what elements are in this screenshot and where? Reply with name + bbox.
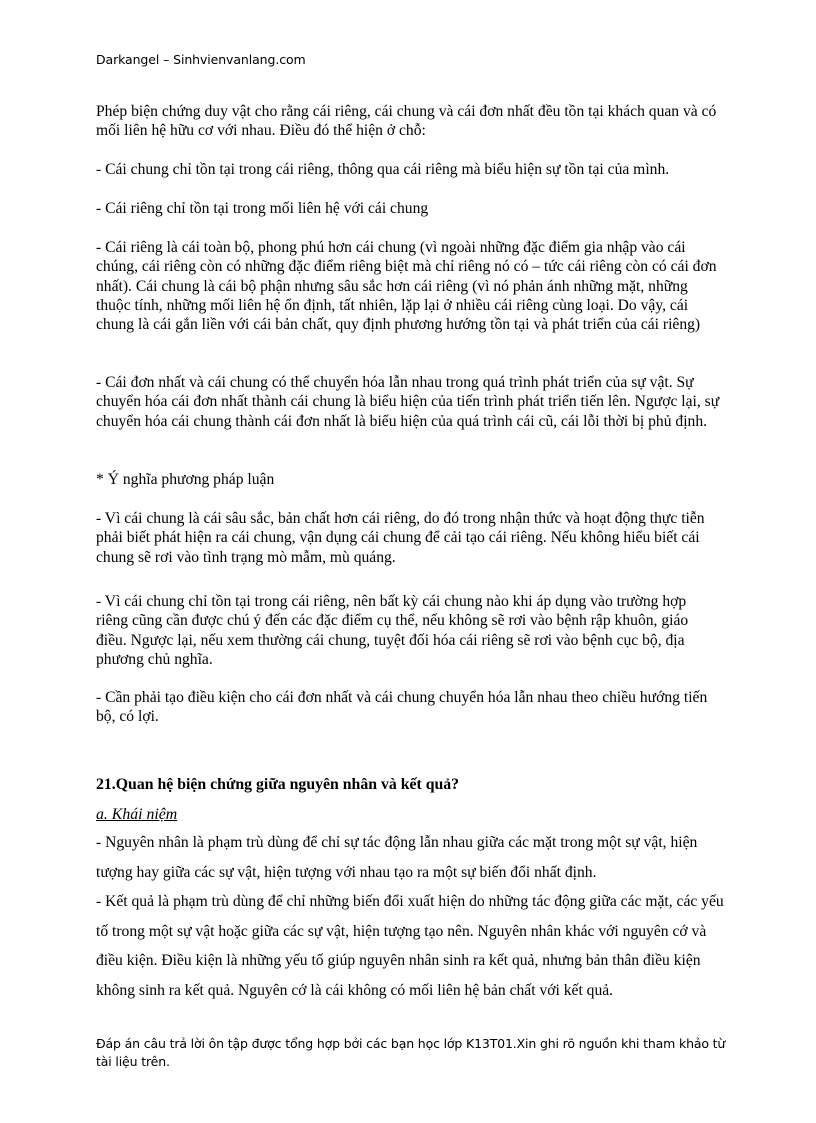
page-header: Darkangel – Sinhvienvanlang.com (96, 52, 306, 67)
paragraph-methodology-3: - Cần phải tạo điều kiện cho cái đơn nhất và cái chung chuyển hóa lẫn nhau theo chiều hướng tiến bộ, có lợi. (96, 689, 708, 726)
paragraph-point-4: - Cái đơn nhất và cái chung có thể chuyển hóa lẫn nhau trong quá trình phát triển của sự vật. Sự chuyển hóa cái đơn nhất thành cái chung là biểu hiện của tiến trình phát triển tiến lên. Ngược lại, sự chuyển hóa cái chung thành cái đơn nhất là biểu hiện của quá trình cái cũ, cái lỗi thời bị phủ định. (96, 374, 720, 430)
paragraph-methodology-title: * Ý nghĩa phương pháp luận (96, 471, 275, 488)
paragraph-cause-definition: - Nguyên nhân là phạm trù dùng để chỉ sự tác động lẫn nhau giữa các mặt trong một sự vật, hiện tượng hay giữa các sự vật, hiện tượng với nhau tạo ra một sự biến đổi nhất định. (96, 834, 698, 881)
section-subheading: a. Khái niệm (96, 806, 178, 823)
paragraph-methodology-1: - Vì cái chung là cái sâu sắc, bản chất hơn cái riêng, do đó trong nhận thức và hoạt động thực tiễn phải biết phát hiện ra cái chung, vận dụng cái chung để cải tạo cái riêng. Nếu không hiểu biết cái chung sẽ rơi vào tình trạng mò mẫm, mù quáng. (96, 510, 705, 566)
paragraph-point-1: - Cái chung chỉ tồn tại trong cái riêng, thông qua cái riêng mà biểu hiện sự tồn tại của mình. (96, 161, 670, 178)
section-heading: 21.Quan hệ biện chứng giữa nguyên nhân và kết quả? (96, 776, 460, 793)
paragraph-point-3: - Cái riêng là cái toàn bộ, phong phú hơn cái chung (vì ngoài những đặc điểm gia nhập vào cái chúng, cái riêng còn có những đặc điểm riêng biệt mà chỉ riêng nó có – tức cái riêng còn có cái đơn nhất). Cái chung là cái bộ phận nhưng sâu sắc hơn cái riêng (vì nó phản ánh những mặt, những thuộc tính, những mối liên hệ ổn định, tất nhiên, lặp lại ở nhiều cái riêng cùng loại. Do vậy, cái chung là cái gắn liền với cái bản chất, quy định phương hướng tồn tại và phát triển của cái riêng) (96, 239, 717, 334)
paragraph-effect-definition: - Kết quả là phạm trù dùng để chỉ những biến đổi xuất hiện do những tác động giữa các mặt, các yếu tố trong một sự vật hoặc giữa các sự vật, hiện tượng tạo nên. Nguyên nhân khác với nguyên cớ và điều kiện. Điều kiện là những yếu tố giúp nguyên nhân sinh ra kết quả, nhưng bản thân điều kiện không sinh ra kết quả. Nguyên cớ là cái không có mối liên hệ bản chất với kết quả. (96, 893, 724, 999)
paragraph-methodology-2: - Vì cái chung chỉ tồn tại trong cái riêng, nên bất kỳ cái chung nào khi áp dụng vào trường hợp riêng cũng cần được chú ý đến các đặc điểm cụ thể, nếu không sẽ rơi vào bệnh rập khuôn, giáo điều. Ngược lại, nếu xem thường cái chung, tuyệt đối hóa cái riêng sẽ rơi vào bệnh cục bộ, địa phương chủ nghĩa. (96, 593, 689, 668)
paragraph-point-2: - Cái riêng chỉ tồn tại trong mối liên hệ với cái chung (96, 200, 429, 217)
paragraph-intro: Phép biện chứng duy vật cho rằng cái riêng, cái chung và cái đơn nhất đều tồn tại khách quan và có mối liên hệ hữu cơ với nhau. Điều đó thể hiện ở chỗ: (96, 103, 717, 140)
page-footer: Đáp án câu trả lời ôn tập được tổng hợp bởi các bạn học lớp K13T01.Xin ghi rõ nguồn khi tham khảo từ tài liệu trên. (96, 1036, 726, 1069)
